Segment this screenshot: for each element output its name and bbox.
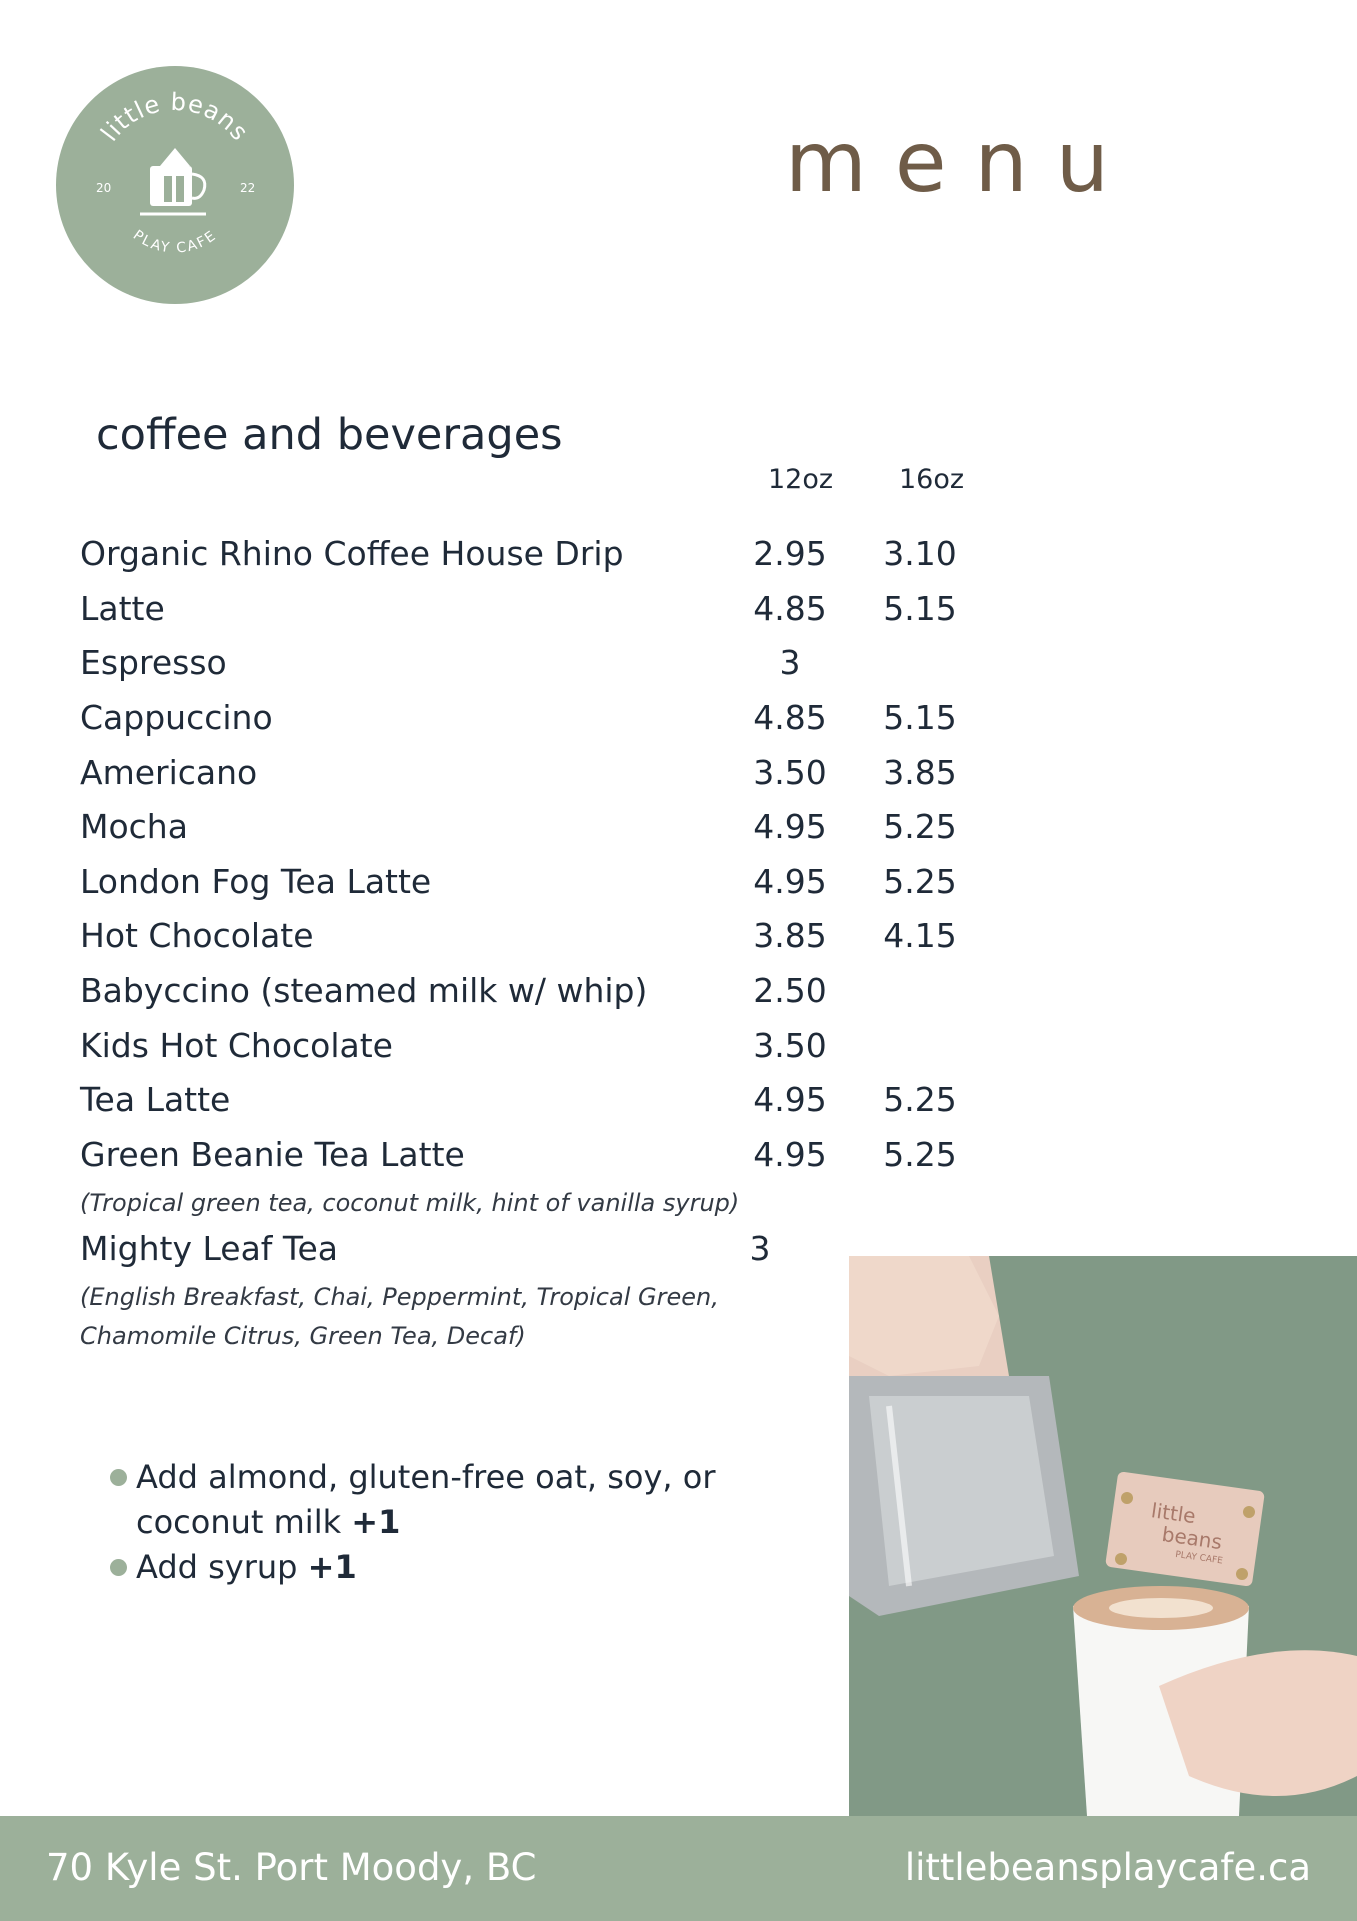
bullet-icon — [110, 1469, 127, 1486]
price-12oz: 3.85 — [753, 916, 827, 955]
price-16oz: 5.25 — [883, 1135, 957, 1174]
menu-item — [80, 531, 980, 577]
price-12oz: 4.85 — [753, 589, 827, 628]
item-name: Mighty Leaf Tea — [80, 1229, 338, 1268]
item-description-line: (English Breakfast, Chai, Peppermint, Tropical Green, — [80, 1283, 719, 1311]
addons-list — [108, 1455, 748, 1590]
item-name: Organic Rhino Coffee House Drip — [80, 534, 624, 573]
price-16oz: 3.85 — [883, 753, 957, 792]
item-name: Babyccino (steamed milk w/ whip) — [80, 971, 648, 1010]
price-12oz: 3.50 — [753, 753, 827, 792]
item-name: Cappuccino — [80, 698, 273, 737]
leather-badge — [1105, 1471, 1265, 1587]
price-16oz: 4.15 — [883, 916, 957, 955]
size-label-12oz: 12oz — [768, 464, 834, 495]
item-name: Kids Hot Chocolate — [80, 1026, 393, 1065]
barista-photo — [849, 1256, 1357, 1816]
menu-item — [80, 586, 980, 632]
price-12oz: 3.50 — [753, 1026, 827, 1065]
menu-item — [80, 1132, 980, 1178]
price-12oz: 2.50 — [753, 971, 827, 1010]
addon-text: coconut milk — [136, 1503, 352, 1541]
addon-text: Add syrup — [136, 1548, 308, 1586]
item-description-line: Chamomile Citrus, Green Tea, Decaf) — [80, 1322, 526, 1350]
menu-item — [80, 640, 980, 686]
menu-item — [80, 804, 980, 850]
bullet-icon — [110, 1559, 127, 1576]
item-name: Tea Latte — [80, 1080, 231, 1119]
section-heading: coffee and beverages — [96, 410, 563, 460]
item-name: Green Beanie Tea Latte — [80, 1135, 465, 1174]
price-12oz: 4.95 — [753, 1135, 827, 1174]
item-description — [80, 1278, 800, 1356]
addon-item — [108, 1545, 748, 1590]
price-12oz: 3 — [779, 643, 801, 682]
price-16oz: 5.25 — [883, 807, 957, 846]
menu-item — [80, 750, 980, 796]
price-12oz: 4.85 — [753, 698, 827, 737]
price-12oz: 4.95 — [753, 807, 827, 846]
footer-address: 70 Kyle St. Port Moody, BC — [46, 1846, 537, 1889]
item-name: Hot Chocolate — [80, 916, 314, 955]
item-name: Mocha — [80, 807, 188, 846]
price-16oz: 5.15 — [883, 698, 957, 737]
addon-price: +1 — [351, 1503, 401, 1541]
item-description: (Tropical green tea, coconut milk, hint of vanilla syrup) — [80, 1189, 740, 1217]
menu-item — [80, 1226, 980, 1272]
menu-item — [80, 859, 980, 905]
addon-text: Add almond, gluten-free oat, soy, or — [136, 1458, 716, 1496]
menu-item — [80, 968, 980, 1014]
menu-item — [80, 695, 980, 741]
menu-item — [80, 1077, 980, 1123]
logo-brand-name: little beans — [95, 87, 255, 147]
footer — [0, 1816, 1357, 1921]
logo-tagline: PLAY CAFE — [129, 227, 221, 257]
price-16oz: 3.10 — [883, 534, 957, 573]
footer-website-link[interactable]: littlebeansplaycafe.ca — [904, 1846, 1311, 1889]
menu-item — [80, 1023, 980, 1069]
price-12oz: 3 — [749, 1229, 771, 1268]
addon-item — [108, 1455, 748, 1545]
size-label-16oz: 16oz — [899, 464, 965, 495]
item-name: Latte — [80, 589, 165, 628]
badge-text-3: PLAY CAFE — [1174, 1549, 1224, 1567]
item-name: Americano — [80, 753, 258, 792]
page-title: menu — [785, 113, 1137, 211]
price-16oz: 5.25 — [883, 862, 957, 901]
logo-year-left: 20 — [96, 181, 112, 195]
price-16oz: 5.25 — [883, 1080, 957, 1119]
badge-text-1: little — [1149, 1498, 1198, 1529]
logo-year-right: 22 — [240, 181, 256, 195]
menu-item — [80, 913, 980, 959]
price-12oz: 4.95 — [753, 862, 827, 901]
price-12oz: 2.95 — [753, 534, 827, 573]
price-12oz: 4.95 — [753, 1080, 827, 1119]
badge-text-2: beans — [1160, 1521, 1224, 1555]
logo — [56, 66, 294, 304]
item-name: London Fog Tea Latte — [80, 862, 432, 901]
price-16oz: 5.15 — [883, 589, 957, 628]
addon-price: +1 — [307, 1548, 357, 1586]
item-name: Espresso — [80, 643, 227, 682]
